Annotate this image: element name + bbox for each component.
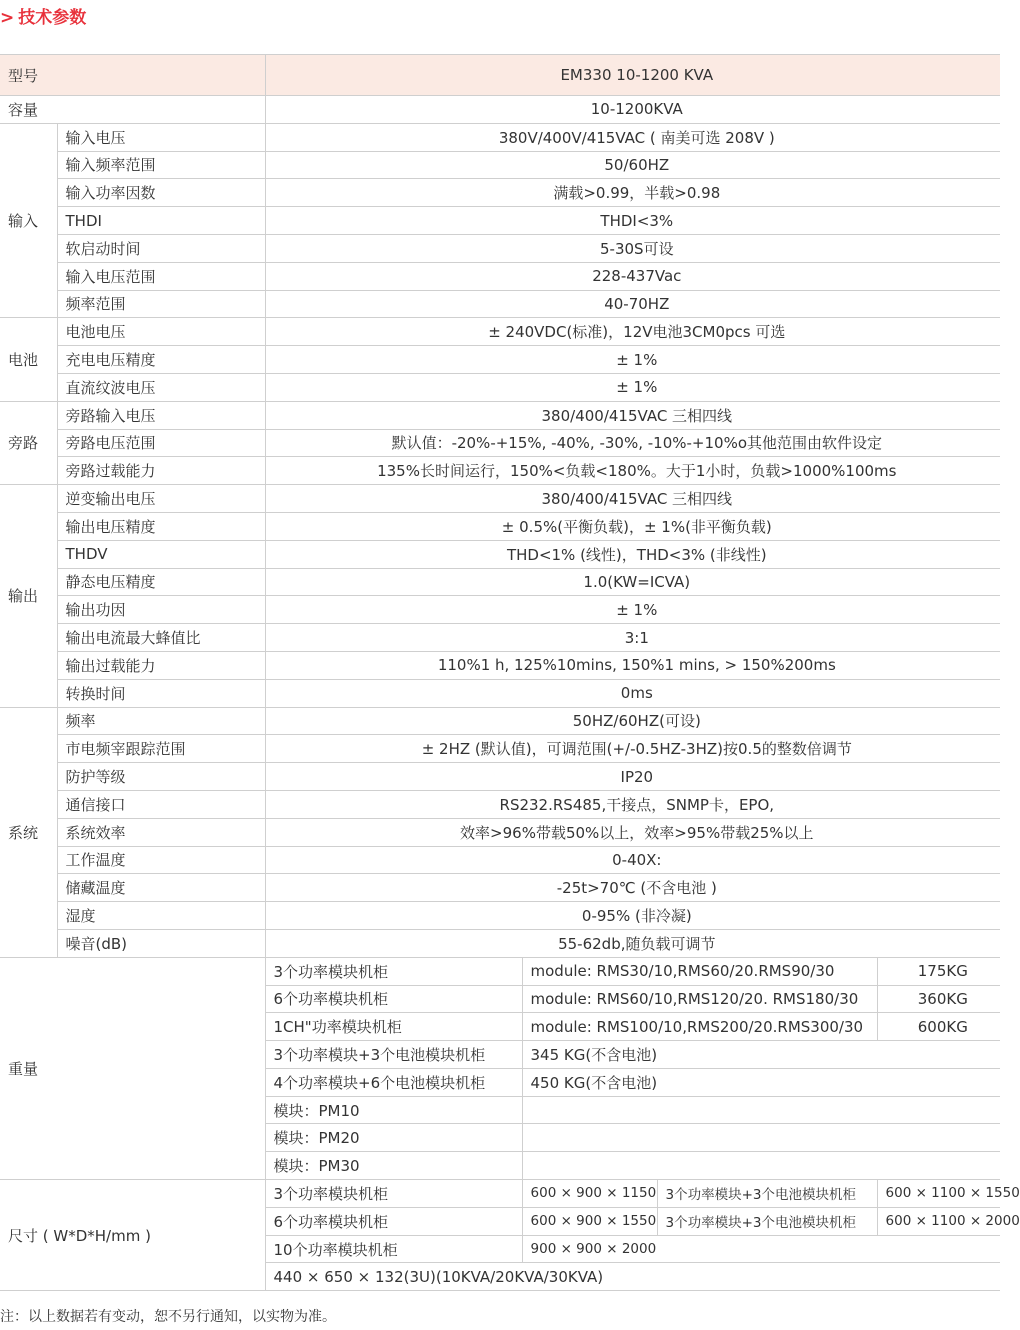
table-row bbox=[0, 624, 1000, 652]
param-label: 直流纹波电压 bbox=[57, 373, 265, 401]
weight-value bbox=[522, 1096, 1000, 1124]
param-value: 0-40X: bbox=[265, 846, 1000, 874]
table-row bbox=[0, 485, 1000, 513]
param-label: 软启动时间 bbox=[57, 234, 265, 262]
weight-value: 175KG bbox=[877, 957, 1000, 985]
param-value: THD<1% (线性)，THD<3% (非线性) bbox=[265, 540, 1000, 568]
table-row bbox=[0, 207, 1000, 235]
weight-value: 345 KG(不含电池) bbox=[522, 1041, 1000, 1069]
footnote: 注：以上数据若有变动，恕不另行通知，以实物为准。 bbox=[0, 1309, 336, 1325]
param-label: 逆变输出电压 bbox=[57, 485, 265, 513]
weight-group-label: 重量 bbox=[0, 957, 265, 1179]
param-value: 380V/400V/415VAC ( 南美可选 208V ) bbox=[265, 123, 1000, 151]
param-label: THDV bbox=[57, 540, 265, 568]
table-row bbox=[0, 679, 1000, 707]
param-value: ± 1% bbox=[265, 373, 1000, 401]
param-label: 输入功率因数 bbox=[57, 179, 265, 207]
table-row bbox=[0, 151, 1000, 179]
dimension-value: 440 × 650 × 132(3U)(10KVA/20KVA/30KVA) bbox=[265, 1263, 1000, 1291]
param-value: 1.0(KW=ICVA) bbox=[265, 568, 1000, 596]
bypass-group-label: 旁路 bbox=[0, 401, 57, 484]
param-label: 电池电压 bbox=[57, 318, 265, 346]
table-row bbox=[0, 429, 1000, 457]
param-value: 380/400/415VAC 三相四线 bbox=[265, 485, 1000, 513]
param-label: 旁路过载能力 bbox=[57, 457, 265, 485]
param-value: 效率>96%带载50%以上，效率>95%带载25%以上 bbox=[265, 818, 1000, 846]
table-row bbox=[0, 290, 1000, 318]
param-label: 储藏温度 bbox=[57, 874, 265, 902]
param-label: 工作温度 bbox=[57, 846, 265, 874]
table-row bbox=[0, 179, 1000, 207]
cabinet-label: 3个功率模块+3个电池模块机柜 bbox=[657, 1207, 877, 1235]
dimension-value: 600 × 1100 × 2000 bbox=[877, 1207, 1000, 1235]
cabinet-label: 3个功率模块机柜 bbox=[265, 957, 522, 985]
param-label: 输出功因 bbox=[57, 596, 265, 624]
param-label: 频率范围 bbox=[57, 290, 265, 318]
param-label: THDI bbox=[57, 207, 265, 235]
table-row bbox=[0, 1180, 1000, 1208]
param-label: 输入电压范围 bbox=[57, 262, 265, 290]
param-label: 市电频宰跟踪范围 bbox=[57, 735, 265, 763]
param-value: 135%长时间运行，150%<负载<180%。大于1小时，负载>1000%100ms bbox=[265, 457, 1000, 485]
module-label: 模块：PM10 bbox=[265, 1096, 522, 1124]
cabinet-label: 3个功率模块机柜 bbox=[265, 1180, 522, 1208]
param-value: ± 0.5%(平衡负载)，± 1%(非平衡负载) bbox=[265, 512, 1000, 540]
param-label: 防护等级 bbox=[57, 763, 265, 791]
model-row bbox=[0, 55, 1000, 96]
table-row bbox=[0, 123, 1000, 151]
output-group-label: 输出 bbox=[0, 485, 57, 707]
cabinet-label: 3个功率模块+3个电池模块机柜 bbox=[657, 1180, 877, 1208]
param-value: RS232.RS485,干接点，SNMP卡，EPO, bbox=[265, 790, 1000, 818]
weight-value: 360KG bbox=[877, 985, 1000, 1013]
param-value: IP20 bbox=[265, 763, 1000, 791]
table-row bbox=[0, 234, 1000, 262]
table-row bbox=[0, 512, 1000, 540]
cabinet-label: 1CH"功率模块机柜 bbox=[265, 1013, 522, 1041]
weight-value bbox=[522, 1124, 1000, 1152]
param-value: 380/400/415VAC 三相四线 bbox=[265, 401, 1000, 429]
section-heading bbox=[0, 6, 86, 30]
table-row bbox=[0, 318, 1000, 346]
table-row bbox=[0, 707, 1000, 735]
table-row bbox=[0, 373, 1000, 401]
param-value: 满载>0.99，半载>0.98 bbox=[265, 179, 1000, 207]
table-row bbox=[0, 568, 1000, 596]
param-label: 系统效率 bbox=[57, 818, 265, 846]
param-label: 输出电流最大蜂值比 bbox=[57, 624, 265, 652]
table-row bbox=[0, 596, 1000, 624]
param-label: 充电电压精度 bbox=[57, 346, 265, 374]
param-value: ± 1% bbox=[265, 346, 1000, 374]
chevron-right-icon: > bbox=[0, 8, 15, 28]
table-row bbox=[0, 651, 1000, 679]
table-row bbox=[0, 346, 1000, 374]
param-value: ± 2HZ (默认值)，可调范围(+/-0.5HZ-3HZ)按0.5的整数倍调节 bbox=[265, 735, 1000, 763]
cabinet-label: 6个功率模块机柜 bbox=[265, 985, 522, 1013]
param-value: 228-437Vac bbox=[265, 262, 1000, 290]
param-value: 5-30S可设 bbox=[265, 234, 1000, 262]
table-row bbox=[0, 735, 1000, 763]
table-row bbox=[0, 262, 1000, 290]
weight-value: 600KG bbox=[877, 1013, 1000, 1041]
table-row bbox=[0, 874, 1000, 902]
weight-value bbox=[522, 1152, 1000, 1180]
model-value: EM330 10-1200 KVA bbox=[265, 55, 1000, 96]
dimension-value: 600 × 900 × 1150 bbox=[522, 1180, 657, 1208]
battery-group-label: 电池 bbox=[0, 318, 57, 401]
table-row bbox=[0, 401, 1000, 429]
table-row bbox=[0, 902, 1000, 930]
param-value: 3:1 bbox=[265, 624, 1000, 652]
param-value: 默认值：-20%-+15%, -40%, -30%, -10%-+10%o其他范围由软件设定 bbox=[265, 429, 1000, 457]
param-value: 40-70HZ bbox=[265, 290, 1000, 318]
model-label: 型号 bbox=[0, 55, 265, 96]
module-spec: module: RMS100/10,RMS200/20.RMS300/30 bbox=[522, 1013, 877, 1041]
param-value: 55-62db,随负载可调节 bbox=[265, 929, 1000, 957]
dimension-value: 600 × 1100 × 1550 bbox=[877, 1180, 1000, 1208]
input-group-label: 输入 bbox=[0, 123, 57, 318]
cabinet-label: 6个功率模块机柜 bbox=[265, 1207, 522, 1235]
param-label: 湿度 bbox=[57, 902, 265, 930]
param-label: 输入频率范围 bbox=[57, 151, 265, 179]
module-label: 模块：PM20 bbox=[265, 1124, 522, 1152]
param-label: 输入电压 bbox=[57, 123, 265, 151]
table-row bbox=[0, 540, 1000, 568]
param-value: 50/60HZ bbox=[265, 151, 1000, 179]
param-label: 频率 bbox=[57, 707, 265, 735]
table-row bbox=[0, 457, 1000, 485]
table-row bbox=[0, 929, 1000, 957]
capacity-row bbox=[0, 96, 1000, 124]
module-spec: module: RMS60/10,RMS120/20. RMS180/30 bbox=[522, 985, 877, 1013]
dimension-value: 900 × 900 × 2000 bbox=[522, 1235, 1000, 1263]
param-label: 输出过载能力 bbox=[57, 651, 265, 679]
param-label: 静态电压精度 bbox=[57, 568, 265, 596]
cabinet-label: 10个功率模块机柜 bbox=[265, 1235, 522, 1263]
param-value: ± 240VDC(标准)，12V电池3CM0pcs 可选 bbox=[265, 318, 1000, 346]
module-label: 模块：PM30 bbox=[265, 1152, 522, 1180]
param-value: 110%1 h, 125%10mins, 150%1 mins, > 150%200ms bbox=[265, 651, 1000, 679]
param-label: 输出电压精度 bbox=[57, 512, 265, 540]
param-value: THDI<3% bbox=[265, 207, 1000, 235]
section-title: 技术参数 bbox=[18, 8, 87, 28]
param-label: 通信接口 bbox=[57, 790, 265, 818]
table-row bbox=[0, 763, 1000, 791]
table-row bbox=[0, 957, 1000, 985]
module-spec: module: RMS30/10,RMS60/20.RMS90/30 bbox=[522, 957, 877, 985]
spec-table bbox=[0, 54, 1020, 1291]
dimension-value: 600 × 900 × 1550 bbox=[522, 1207, 657, 1235]
system-group-label: 系统 bbox=[0, 707, 57, 957]
param-value: 0-95% (非冷凝) bbox=[265, 902, 1000, 930]
capacity-label: 容量 bbox=[0, 96, 265, 124]
param-label: 旁路输入电压 bbox=[57, 401, 265, 429]
param-value: 50HZ/60HZ(可设) bbox=[265, 707, 1000, 735]
capacity-value: 10-1200KVA bbox=[265, 96, 1000, 124]
param-value: 0ms bbox=[265, 679, 1000, 707]
param-value: -25t>70℃ (不含电池 ) bbox=[265, 874, 1000, 902]
param-label: 转换时间 bbox=[57, 679, 265, 707]
cabinet-label: 4个功率模块+6个电池模块机柜 bbox=[265, 1068, 522, 1096]
dimensions-group-label: 尺寸 ( W*D*H/mm ) bbox=[0, 1180, 265, 1291]
table-row bbox=[0, 846, 1000, 874]
param-label: 噪音(dB) bbox=[57, 929, 265, 957]
table-row bbox=[0, 818, 1000, 846]
table-row bbox=[0, 790, 1000, 818]
cabinet-label: 3个功率模块+3个电池模块机柜 bbox=[265, 1041, 522, 1069]
param-value: ± 1% bbox=[265, 596, 1000, 624]
weight-value: 450 KG(不含电池) bbox=[522, 1068, 1000, 1096]
param-label: 旁路电压范围 bbox=[57, 429, 265, 457]
